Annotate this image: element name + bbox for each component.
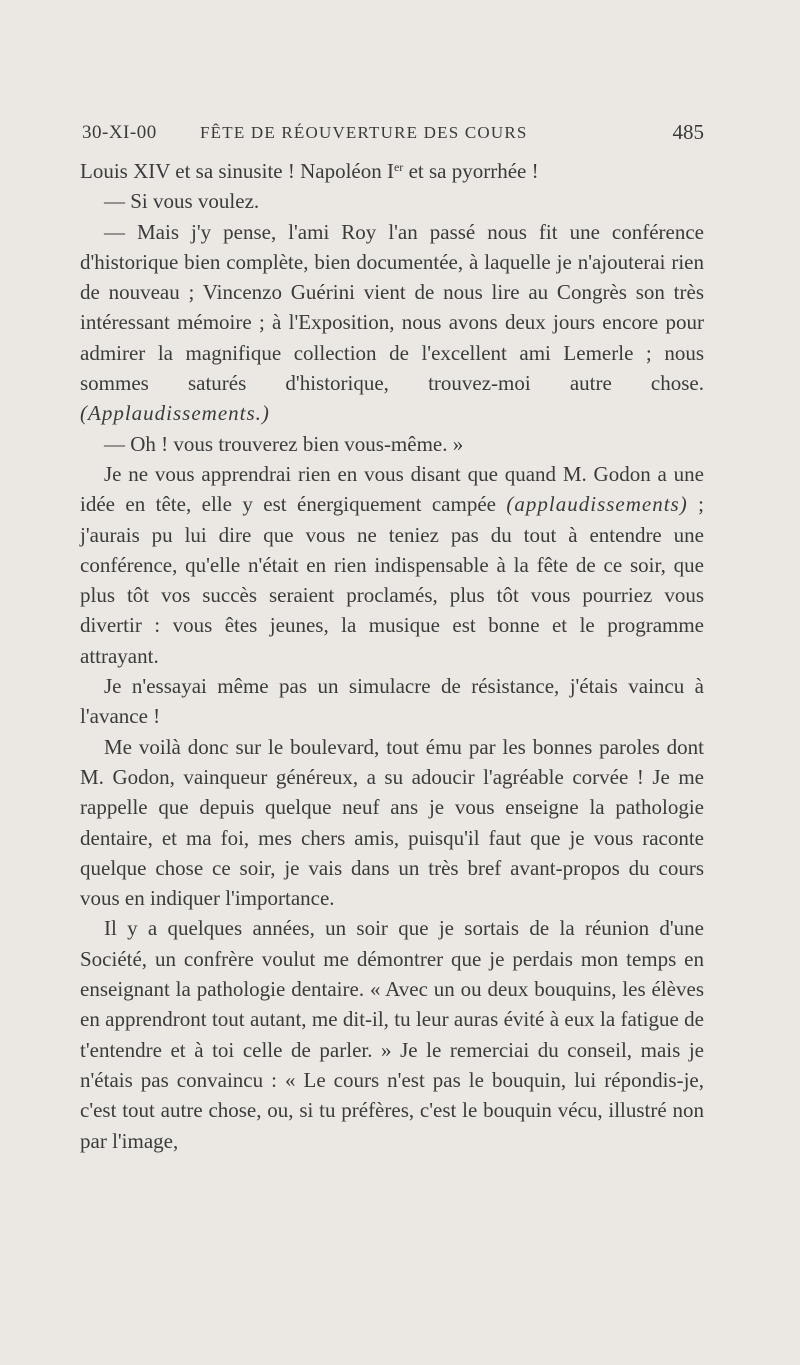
italic-text: (applaudissements) (506, 492, 688, 517)
text-segment: — Si vous voulez. (104, 189, 260, 214)
text-segment: Louis XIV et sa sinusite ! Napoléon I (80, 159, 394, 183)
paragraph (80, 217, 704, 429)
italic-text: (Applaudissements.) (80, 401, 270, 426)
running-header (82, 118, 704, 148)
text-segment: Je n'essayai même pas un simulacre de résistance, j'étais vaincu à l'avance ! (80, 674, 704, 729)
text-segment: — Oh ! vous trouverez bien vous-même. » (104, 431, 464, 456)
text-segment: Il y a quelques années, un soir que je sortais de la réunion d'une Société, un confrère voulut me démontrer que je perdais mon temps en enseignant la pathologie dentaire. « Avec un ou deux bouquins, les élèves en apprendront tout autant, me dit-il, tu leur auras évité à eux la fatigue de t'entendre et à toi celle de parler. » Je le remerciai du conseil, mais je n'étais pas convaincu : « Le cours n'est pas le bouquin, lui répondis-je, c'est tout autre chose, ou, si tu préfères, c'est le bouquin vécu, illustré non par l'image, (80, 916, 704, 1153)
page-number: 485 (672, 120, 704, 144)
text-segment: ; j'aurais pu lui dire que vous ne teniez pas du tout à entendre une conférence, qu'elle n'était en rien indispensable à la fête de ce soir, que plus tôt vos succès seraient proclamés, plus tôt vous pourriez vous divertir : vous êtes jeunes, la musique est bonne et le programme attrayant. (80, 492, 704, 668)
text-segment: et sa pyorrhée ! (403, 159, 539, 183)
text-segment: Me voilà donc sur le boulevard, tout ému par les bonnes paroles dont M. Godon, vainqueur généreux, a su adoucir l'agréable corvée ! Je me rappelle que depuis quelque neuf ans je vous enseigne la pathologie dentaire, et ma foi, mes chers amis, puisqu'il faut que je vous raconte quelque chose ce soir, je vais dans un très bref avant-propos du cours vous en indiquer l'importance. (80, 734, 704, 911)
paragraph (80, 459, 704, 671)
paragraph (80, 186, 704, 216)
paragraph (80, 671, 704, 732)
paragraph (80, 429, 704, 459)
header-date: 30-XI-00 (82, 122, 157, 143)
header-title: FÊTE DE RÉOUVERTURE DES COURS (200, 123, 528, 142)
text-segment: — Mais j'y pense, l'ami Roy l'an passé nous fit une conférence d'historique bien complète, bien documentée, à laquelle je n'ajouterai rien de nouveau ; Vincenzo Guérini vient de nous lire au Congrès son très intéressant mémoire ; à l'Exposition, nous avons deux jours encore pour admirer la magnifique collection de l'excellent ami Lemerle ; nous sommes saturés d'historique, trouvez-moi autre chose. (80, 219, 704, 396)
body-text (80, 152, 704, 1156)
paragraph (80, 913, 704, 1155)
superscript-text: er (393, 160, 404, 174)
paragraph (80, 152, 704, 186)
paragraph (80, 732, 704, 914)
text-segment: Je ne vous apprendrai rien en vous disant que quand M. Godon a une idée en tête, elle y est énergiquement campée (80, 461, 704, 517)
